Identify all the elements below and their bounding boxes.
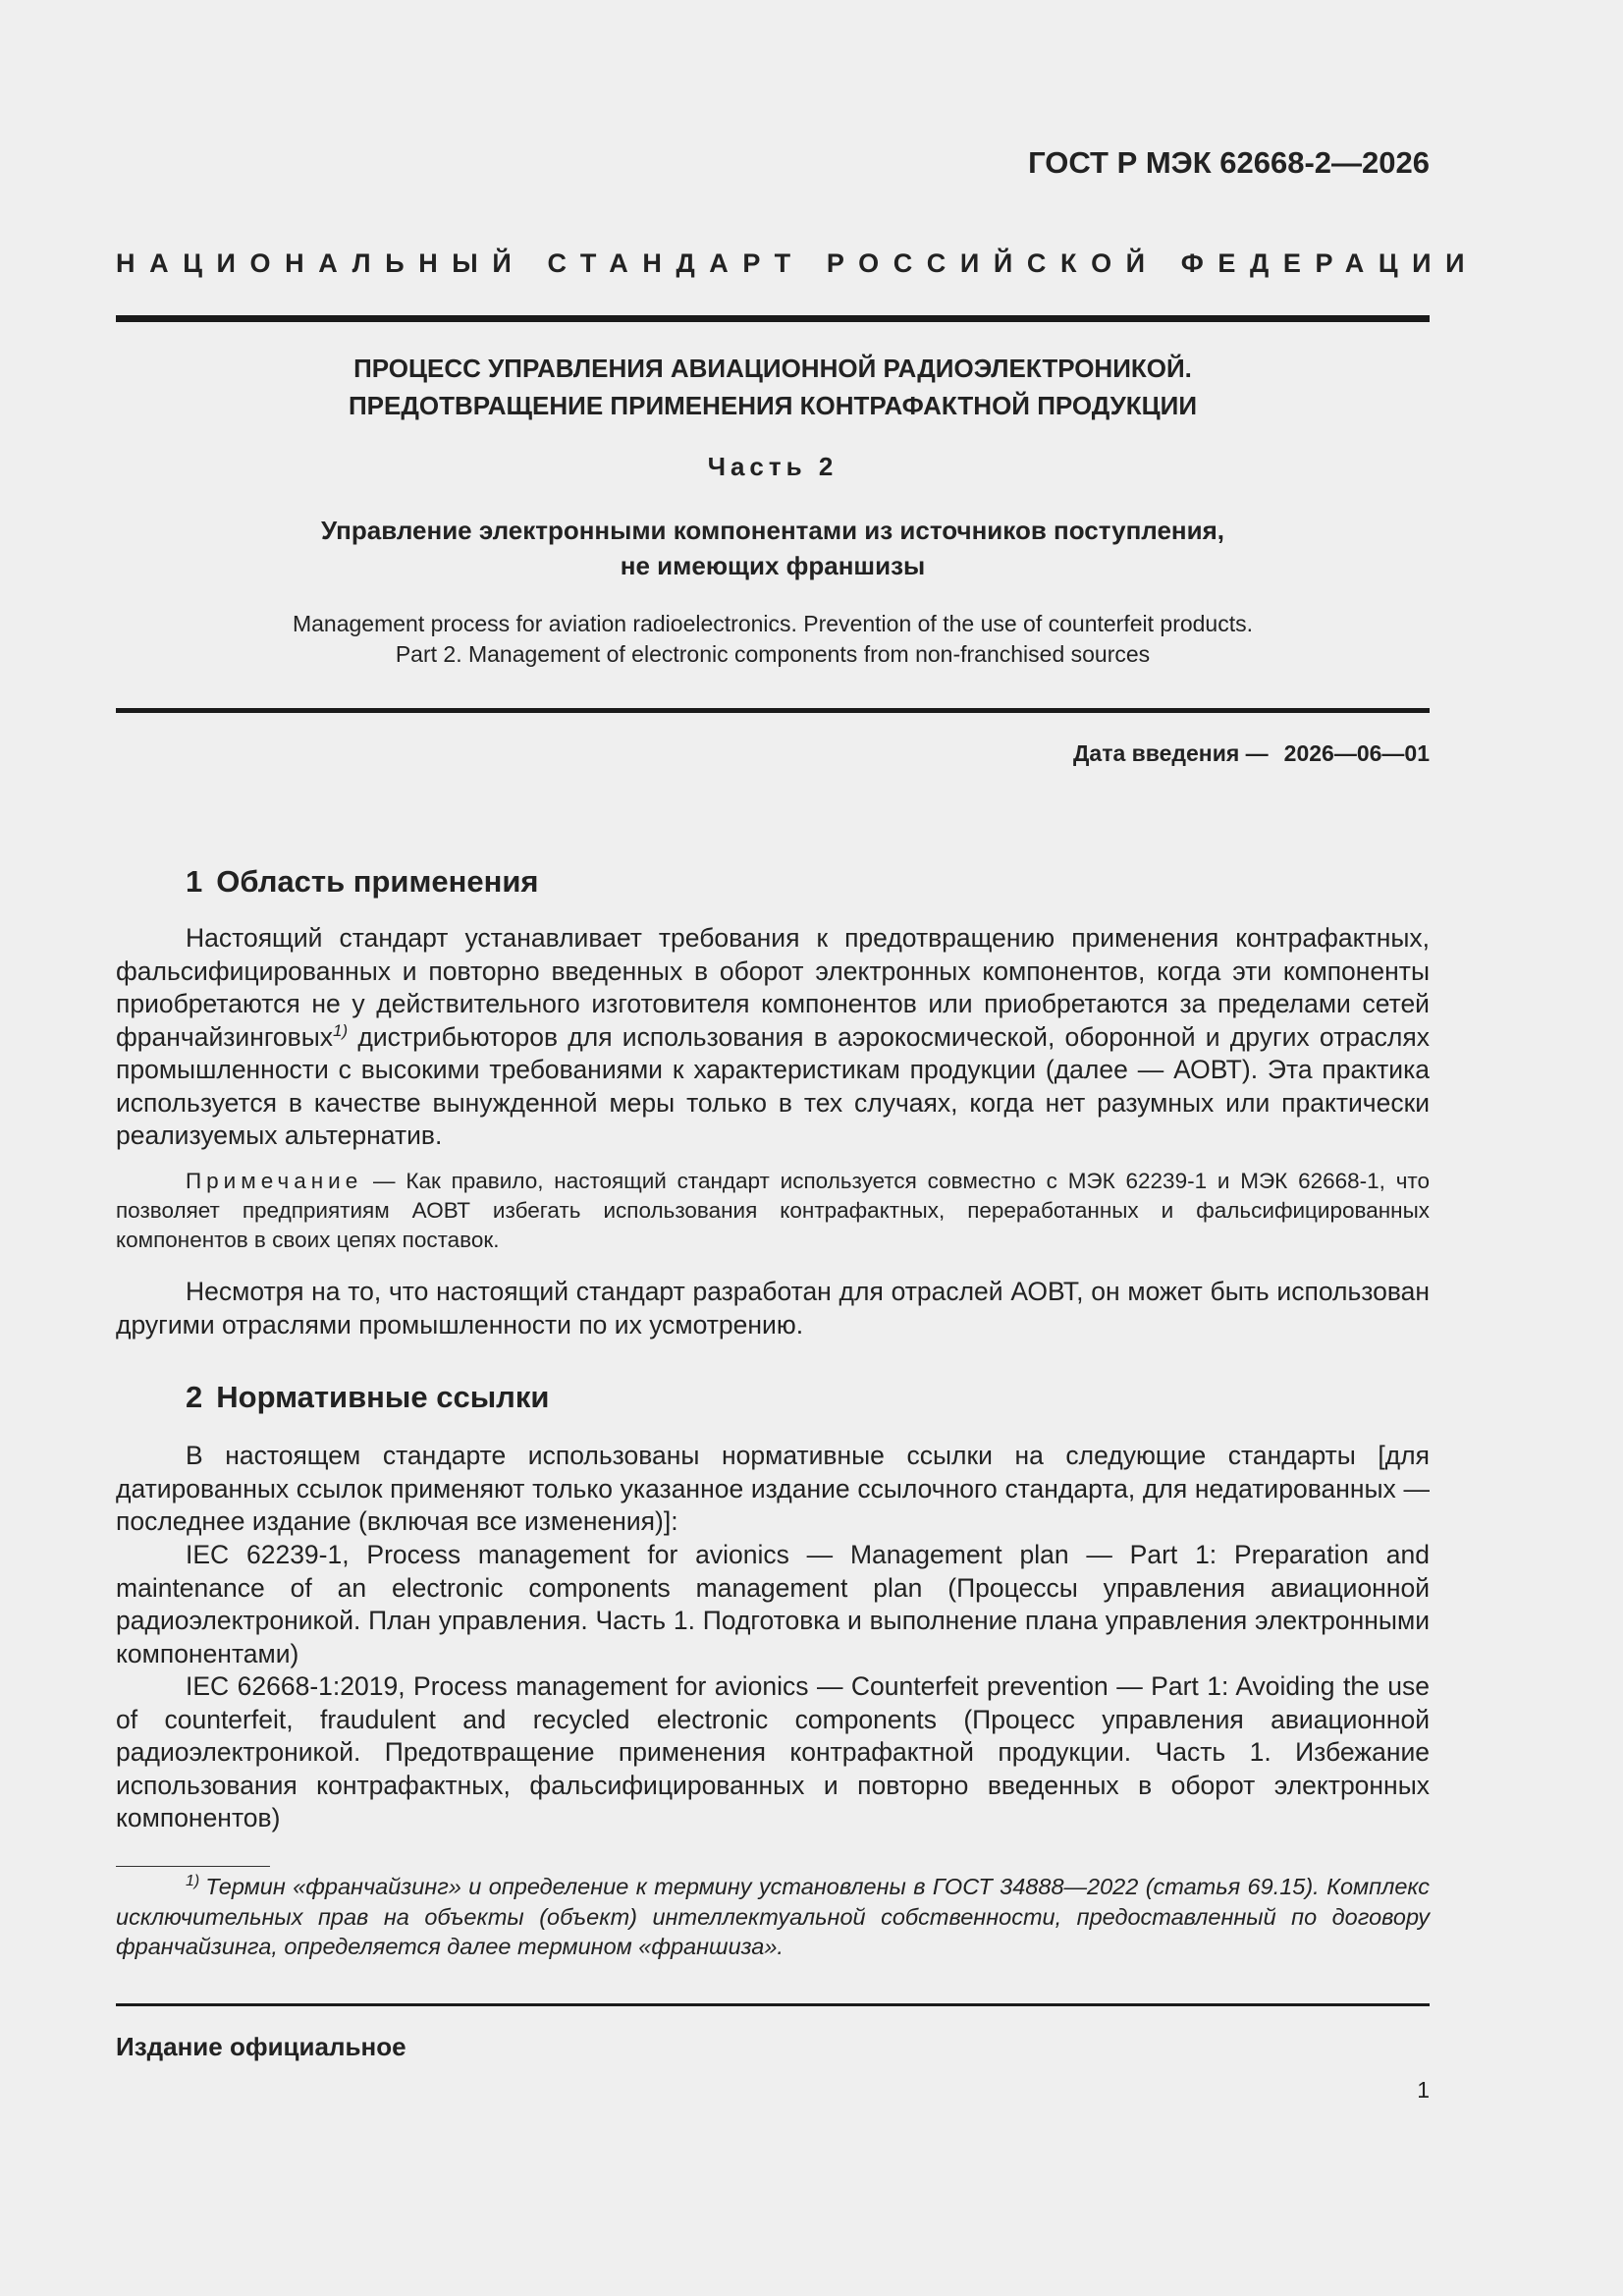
reference-iec-62668-1: IEC 62668-1:2019, Process management for avionics — Counterfeit prevention — Part 1: Avoiding the use of counterfeit, fraudulent and recycled electronic components (Процесс управления авиационной радиоэлектроникой. Предотвращение применения контрафактной продукции. Часть 1. Избежание использования контрафактных, фальсифицированных и повторно введенных в оборот электронных компонентов)	[116, 1671, 1430, 1832]
title-line-1: ПРОЦЕСС УПРАВЛЕНИЯ АВИАЦИОННОЙ РАДИОЭЛЕКТРОНИКОЙ.	[353, 354, 1192, 383]
footnote	[116, 1872, 1430, 1962]
intro-date-label: Дата введения —	[1073, 740, 1269, 766]
note-label: Примечание	[186, 1169, 363, 1193]
document-page	[116, 0, 1480, 2296]
title-line-2: ПРЕДОТВРАЩЕНИЕ ПРИМЕНЕНИЯ КОНТРАФАКТНОЙ ПРОДУКЦИИ	[348, 391, 1198, 420]
footnote-separator	[116, 1866, 270, 1867]
page-number: 1	[1417, 2077, 1430, 2103]
section-2-number: 2	[186, 1380, 203, 1414]
section-1-paragraph-2: Несмотря на то, что настоящий стандарт разработан для отраслей АОВТ, он может быть использован другими отраслями промышленности по их усмотрению.	[116, 1277, 1430, 1339]
section-1-number: 1	[186, 864, 203, 899]
section-1-title: Область применения	[216, 864, 539, 899]
section-1-note	[116, 1167, 1430, 1255]
official-edition-label: Издание официальное	[116, 2032, 406, 2061]
section-2-title: Нормативные ссылки	[216, 1380, 550, 1414]
part-label: Часть 2	[707, 452, 839, 481]
subtitle-line-2: не имеющих франшизы	[620, 551, 926, 580]
english-title	[116, 609, 1430, 670]
footnote-mark: 1)	[186, 1873, 200, 1889]
section-1-paragraph-1	[116, 922, 1430, 1153]
english-title-line-2: Part 2. Management of electronic components from non-franchised sources	[395, 641, 1151, 667]
section-1-paragraph-1-start: Настоящий стандарт устанавливает требования к предотвращению применения контрафактных, фальсифицированных и повторно введенных в оборот электронных компонентов, когда эти компоненты приобретаются не у действительного изготовителя компонентов или приобретаются за пределами сетей франчайзинговых	[116, 923, 1430, 1052]
document-subtitle	[116, 513, 1430, 583]
note-text: — Как правило, настоящий стандарт используется совместно с МЭК 62239-1 и МЭК 62668-1, что позволяет предприятиям АОВТ избегать использования контрафактных, переработанных и фальсифицированных компонентов в своих цепях поставок.	[116, 1169, 1430, 1252]
subtitle-line-1: Управление электронными компонентами из источников поступления,	[320, 516, 1225, 545]
section-1-heading	[186, 864, 539, 900]
document-number: ГОСТ Р МЭК 62668-2—2026	[1028, 145, 1430, 180]
introduction-date	[1073, 740, 1430, 767]
section-1-paragraph-1-end: дистрибьюторов для использования в аэрокосмической, оборонной и других отраслях промышленности с высокими требованиями к характеристикам продукции (далее — АОВТ). Эта практика используется в качестве вынужденной меры только в тех случаях, когда нет разумных или практически реализуемых альтернатив.	[116, 1021, 1430, 1150]
national-standard-label: НАЦИОНАЛЬНЫЙ СТАНДАРТ РОССИЙСКОЙ ФЕДЕРАЦИИ	[116, 248, 1480, 278]
footnote-text: Термин «франчайзинг» и определение к термину установлены в ГОСТ 34888—2022 (статья 69.15). Комплекс исключительных прав на объекты (объект) интеллектуальной собственности, предоставленный по договору франчайзинга, определяется далее термином «франшиза».	[116, 1874, 1430, 1959]
section-2-heading	[186, 1380, 549, 1415]
document-title	[116, 350, 1430, 424]
bottom-rule	[116, 2003, 1430, 2006]
title-rule	[116, 708, 1430, 713]
english-title-line-1: Management process for aviation radioelectronics. Prevention of the use of counterfeit products.	[292, 611, 1254, 636]
intro-date-value: 2026—06—01	[1283, 740, 1430, 766]
section-2-paragraph-1: В настоящем стандарте использованы нормативные ссылки на следующие стандарты [для датированных ссылок применяют только указанное издание ссылочного стандарта, для недатированных — последнее издание (включая все изменения)]:	[116, 1441, 1430, 1536]
footnote-reference: 1)	[333, 1020, 349, 1040]
reference-iec-62239-1: IEC 62239-1, Process management for avionics — Management plan — Part 1: Preparation and maintenance of an electronic components management plan (Процессы управления авиационной радиоэлектроникой. План управления. Часть 1. Подготовка и выполнение плана управления электронными компонентами)	[116, 1540, 1430, 1668]
top-rule	[116, 315, 1430, 322]
